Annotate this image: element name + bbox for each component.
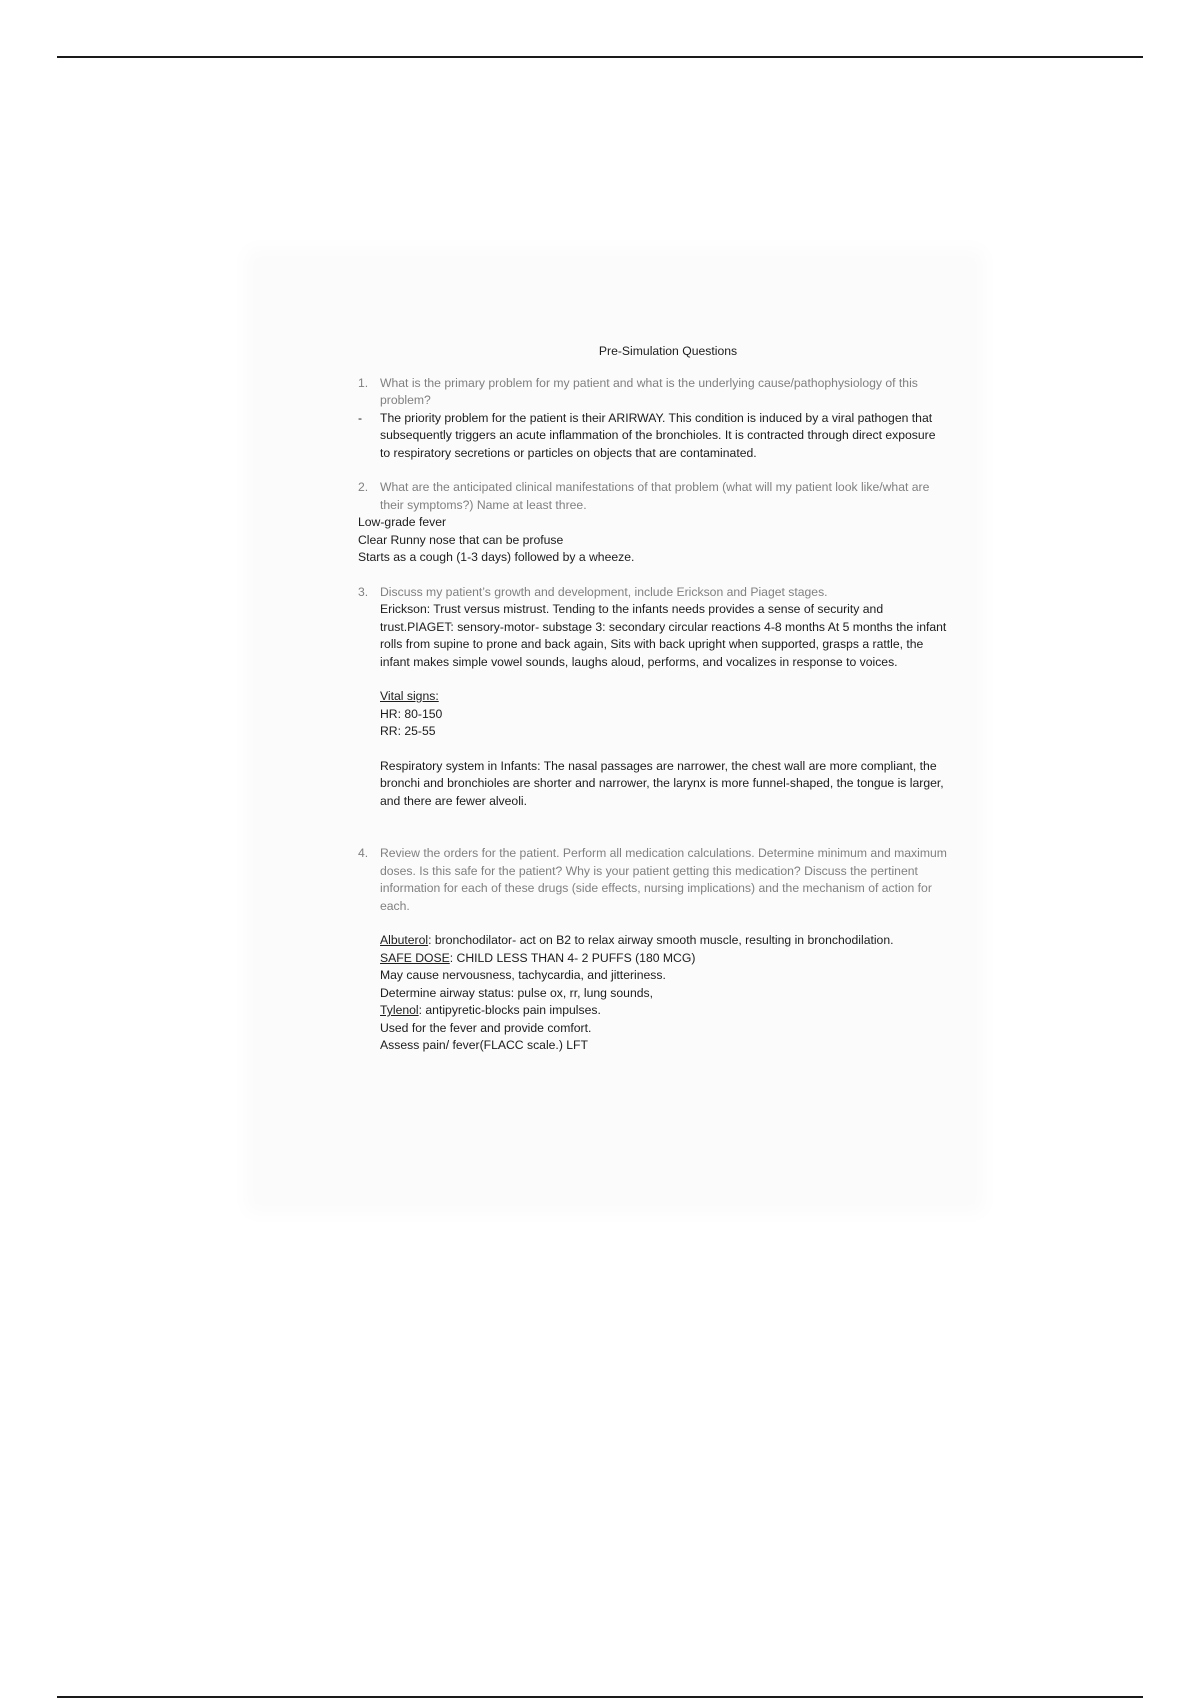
safe-dose-label: SAFE DOSE xyxy=(380,950,450,965)
answer-2-line: Starts as a cough (1-3 days) followed by a wheeze. xyxy=(358,550,635,564)
respiratory-paragraph: Respiratory system in Infants: The nasal passages are narrower, the chest wall are more compliant, the bronchi and bronchioles are shorter and narrower, the larynx is more funnel-shaped, the tongue is larger, and there are fewer alveoli. xyxy=(380,758,944,808)
development-paragraph: Erickson: Trust versus mistrust. Tending to the infants needs provides a sense of security and trust.PIAGET: sensory-motor- substage 3: secondary circular reactions 4-8 months At 5 months the infant rolls from supine to prone and back again, Sits with back upright when supported, grasps a rattle, the infant makes simple vowel sounds, laughs aloud, performs, and vocalizes in response to voices. xyxy=(380,602,947,669)
question-2-number: 2. xyxy=(358,480,369,494)
question-4-number: 4. xyxy=(358,846,369,860)
question-2-text: What are the anticipated clinical manifestations of that problem (what will my patient look like/what are their symptoms?) Name at least three. xyxy=(380,480,930,512)
tylenol-description: : antipyretic-blocks pain impulses. xyxy=(418,1003,601,1017)
document-content xyxy=(358,343,948,1055)
safe-dose-value: : CHILD LESS THAN 4- 2 PUFFS (180 MCG) xyxy=(449,950,696,965)
question-1-number: 1. xyxy=(358,375,369,390)
page-title: Pre-Simulation Questions xyxy=(598,344,738,358)
vital-hr: HR: 80-150 xyxy=(380,706,443,721)
question-4 xyxy=(358,845,948,915)
top-rule xyxy=(57,56,1143,58)
answer-1-bullet: - xyxy=(358,410,363,425)
tylenol-label: Tylenol xyxy=(380,1003,419,1017)
vital-signs-heading: Vital signs: xyxy=(380,689,439,703)
vital-rr: RR: 25-55 xyxy=(380,724,436,738)
albuterol-side-effects: May cause nervousness, tachycardia, and jitteriness. xyxy=(380,968,666,982)
question-1 xyxy=(358,375,948,410)
tylenol-entry xyxy=(358,1002,948,1020)
question-1-text: What is the primary problem for my patient and what is the underlying cause/pathophysiology of this problem? xyxy=(380,375,918,407)
albuterol-assessment: Determine airway status: pulse ox, rr, lung sounds, xyxy=(380,985,653,1000)
safe-dose-entry xyxy=(358,950,948,968)
question-3 xyxy=(358,584,948,602)
question-3-text: Discuss my patient’s growth and development, include Erickson and Piaget stages. xyxy=(380,584,828,599)
answer-1 xyxy=(358,410,948,463)
tylenol-assessment: Assess pain/ fever(FLACC scale.) LFT xyxy=(380,1038,588,1052)
question-3-number: 3. xyxy=(358,584,369,599)
albuterol-label: Albuterol xyxy=(380,933,429,947)
answer-2-line: Low-grade fever xyxy=(358,515,447,529)
answer-2-line: Clear Runny nose that can be profuse xyxy=(358,532,564,547)
albuterol-entry xyxy=(358,932,948,950)
bottom-rule xyxy=(57,1696,1143,1698)
tylenol-use: Used for the fever and provide comfort. xyxy=(380,1020,592,1035)
answer-1-text: The priority problem for the patient is their ARIRWAY. This condition is induced by a viral pathogen that subsequently triggers an acute inflammation of the bronchioles. It is contracted through direct exposure to respiratory secretions or particles on objects that are contaminated. xyxy=(380,410,936,460)
albuterol-description: : bronchodilator- act on B2 to relax airway smooth muscle, resulting in bronchodilation. xyxy=(428,933,894,947)
question-2 xyxy=(358,479,948,514)
question-4-text: Review the orders for the patient. Perform all medication calculations. Determine minimum and maximum doses. Is this safe for the patient? Why is your patient getting this medication? Discuss the pertinent information for each of these drugs (side effects, nursing implications) and the mechanism of action for each. xyxy=(380,846,947,913)
